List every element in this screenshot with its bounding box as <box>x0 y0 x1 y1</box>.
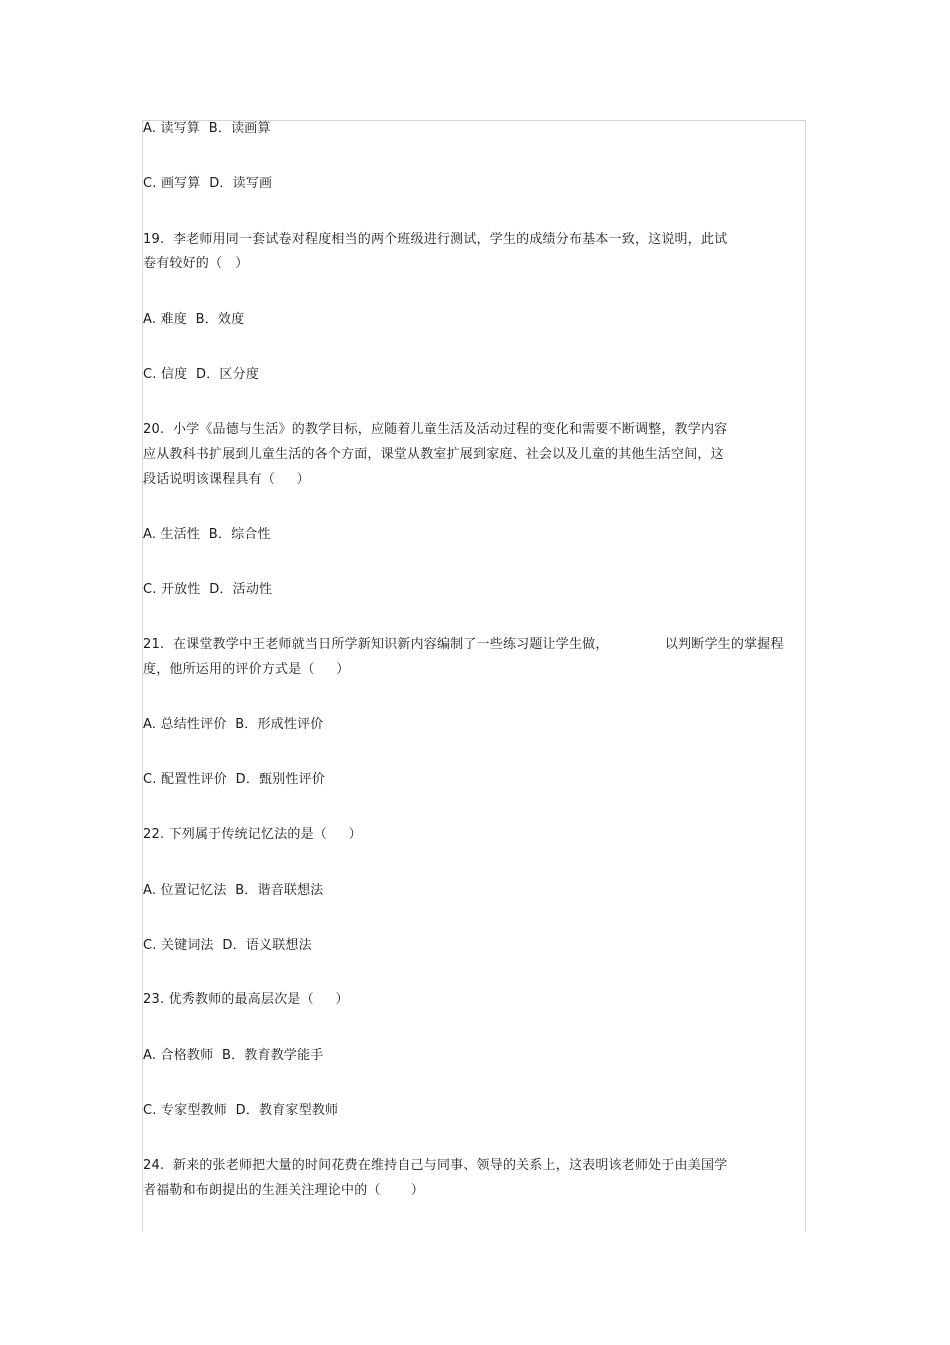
q24-stem-line1: 24. 新来的张老师把大量的时间花费在维持自己与同事、领导的关系上，这表明该老师处于由美国学 <box>143 1158 728 1173</box>
q23-options-cd: C. 专家型教师 D．教育家型教师 <box>143 1103 339 1118</box>
q18-options-ab: A. 读写算 B．读画算 <box>143 121 271 136</box>
q19-options-cd: C. 信度 D．区分度 <box>143 367 260 382</box>
q20-options-cd: C. 开放性 D．活动性 <box>143 582 273 597</box>
q23-options-ab: A. 合格教师 B．教育教学能手 <box>143 1048 324 1063</box>
q20-options-ab: A. 生活性 B．综合性 <box>143 527 271 542</box>
q19-options-ab: A. 难度 B．效度 <box>143 312 245 327</box>
q23-stem: 23. 优秀教师的最高层次是（ ） <box>143 992 349 1007</box>
q24-stem-line2: 者福勒和布朗提出的生涯关注理论中的（ ） <box>143 1183 425 1198</box>
q22-stem: 22. 下列属于传统记忆法的是（ ） <box>143 827 362 842</box>
q19-stem-line2: 卷有较好的（ ） <box>143 256 249 271</box>
q19-stem-line1: 19. 李老师用同一套试卷对程度相当的两个班级进行测试，学生的成绩分布基本一致，这说明，此试 <box>143 232 728 247</box>
q21-options-cd: C. 配置性评价 D．甄别性评价 <box>143 772 326 787</box>
q21-stem-line1: 21. 在课堂教学中王老师就当日所学新知识新内容编制了一些练习题让学生做， 以判断学生的掌握程 <box>143 637 784 652</box>
q22-options-ab: A. 位置记忆法 B．谐音联想法 <box>143 883 324 898</box>
q20-stem-line1: 20. 小学《品德与生活》的教学目标，应随着儿童生活及活动过程的变化和需要不断调整，教学内容 <box>143 422 728 437</box>
q20-stem-line3: 段话说明该课程具有（ ） <box>143 472 310 487</box>
q21-options-ab: A. 总结性评价 B．形成性评价 <box>143 717 324 732</box>
q21-stem-line2: 度，他所运用的评价方式是（ ） <box>143 662 350 677</box>
q22-options-cd: C. 关键词法 D．语义联想法 <box>143 938 312 953</box>
q20-stem-line2: 应从教科书扩展到儿童生活的各个方面，课堂从教室扩展到家庭、社会以及儿童的其他生活空间，这 <box>143 447 724 462</box>
q18-options-cd: C. 画写算 D．读写画 <box>143 176 273 191</box>
